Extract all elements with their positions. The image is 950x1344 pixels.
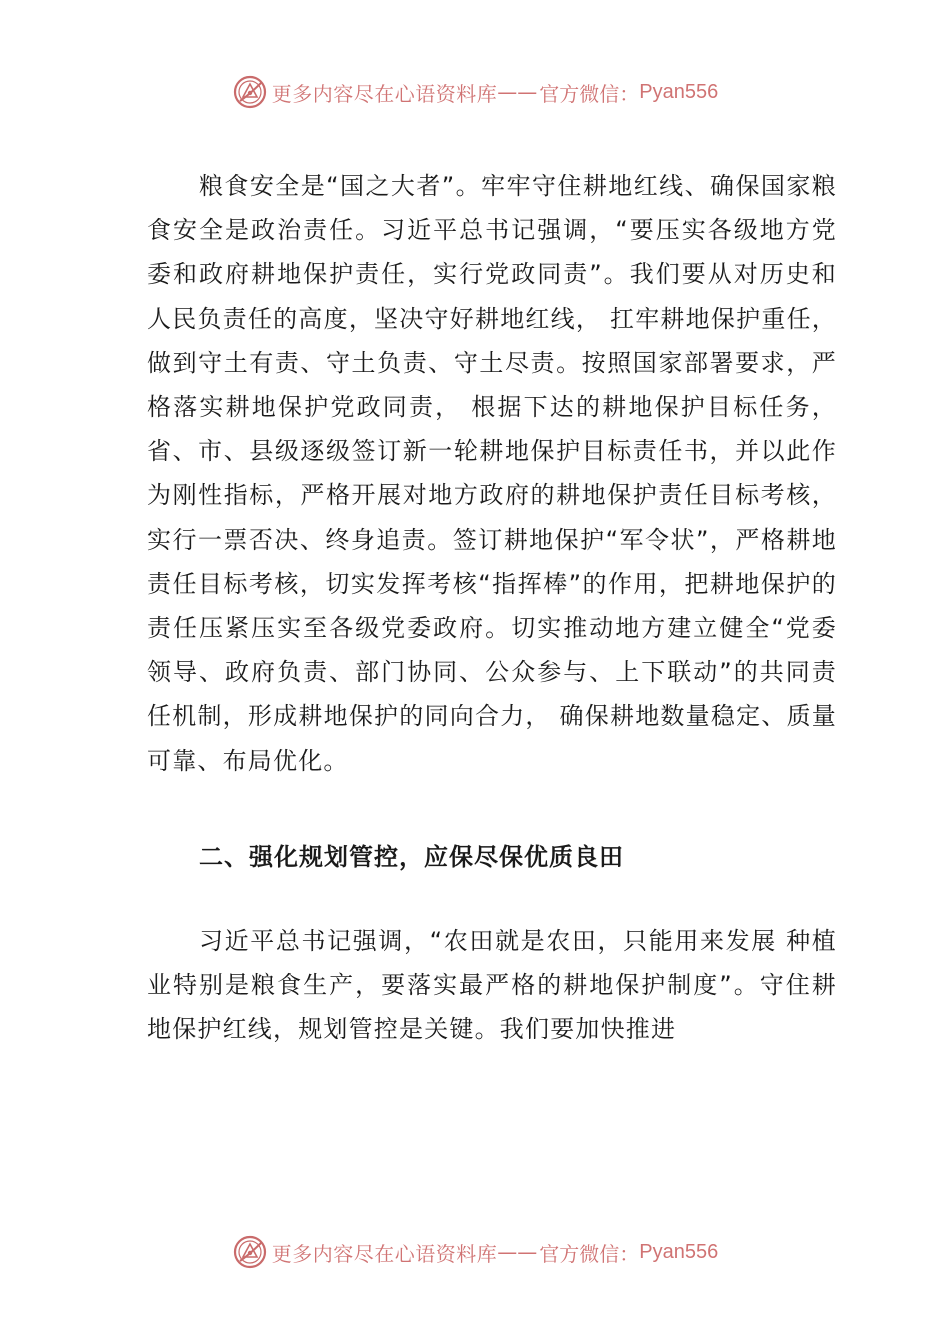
watermark-wechat-id: Pyan556 — [639, 80, 719, 103]
paragraph-1: 粮食安全是“国之大者”。牢牢守住耕地红线、确保国家粮食安全是政治责任。习近平总书记强调，“要压实各级地方党委和政府耕地保护责任，实行党政同责”。我们要从对历史和人民负责任的高度，坚决守好耕地红线， 扛牢耕地保护重任，做到守土有责、守土负责、守土尽责。按照国家部署要求，严格落实耕地保护党政同责， 根据下达的耕地保护目标任务，省、市、县级逐级签订新一轮耕地保护目标责任书，并以此作为刚性指标，严格开展对地方政府的耕地保护责任目标考核，实行一票否决、终身追责。签订耕地保护“军令状”，严格耕地责任目标考核，切实发挥考核“指挥棒”的作用，把耕地保护的责任压紧压实至各级党委政府。切实推动地方建立健全“党委领导、政府负责、部门协同、公众参与、上下联动”的共同责任机制，形成耕地保护的同向合力， 确保耕地数量稳定、质量可靠、布局优化。 — [147, 172, 837, 775]
watermark-wechat-label: 官方微信： — [539, 1241, 640, 1266]
document-body — [147, 164, 837, 1051]
section-heading-2: 二、强化规划管控，应保尽保优质良田 — [199, 842, 624, 871]
seal-logo-icon — [232, 74, 268, 110]
watermark-dash: —— — [497, 80, 538, 104]
watermark-wechat-id: Pyan556 — [639, 1240, 719, 1263]
seal-logo-icon — [232, 1234, 268, 1270]
watermark-text: 更多内容尽在心语资料库 — [271, 81, 498, 106]
watermark-footer — [0, 1232, 950, 1272]
watermark-wechat-label: 官方微信： — [539, 81, 640, 106]
watermark-dash: —— — [497, 1240, 538, 1264]
watermark-header — [0, 72, 950, 112]
paragraph-2: 习近平总书记强调，“农田就是农田，只能用来发展 种植业特别是粮食生产，要落实最严格的耕地保护制度”。守住耕地保护红线，规划管控是关键。我们要加快推进 — [147, 926, 837, 1044]
watermark-text: 更多内容尽在心语资料库 — [271, 1241, 498, 1266]
